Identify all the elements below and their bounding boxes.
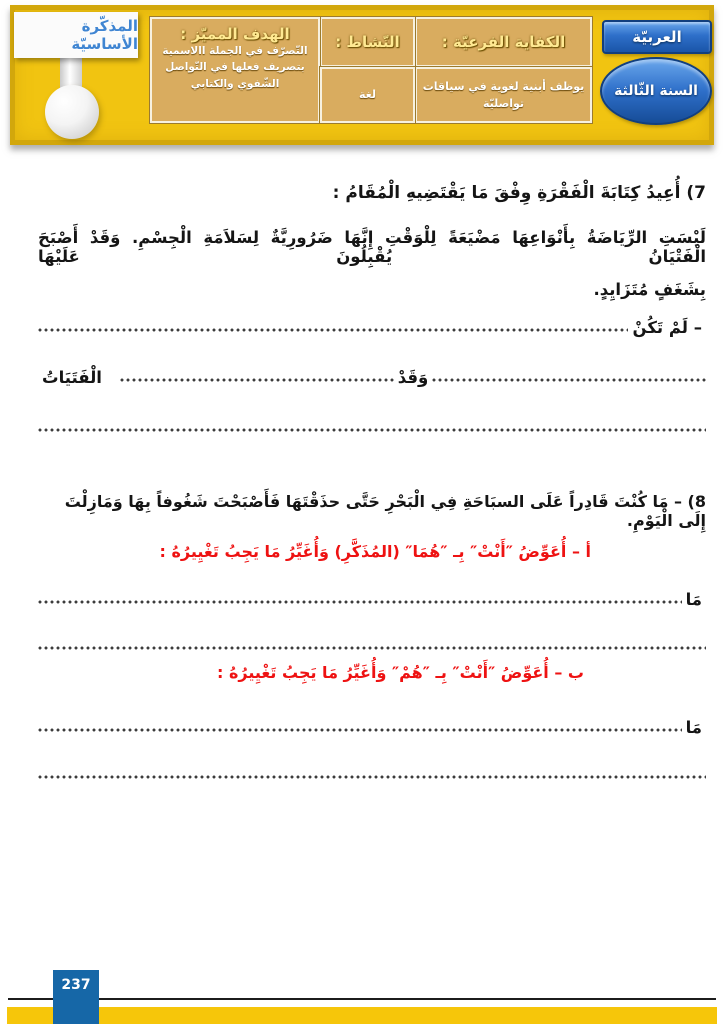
answer-blank-line <box>38 775 706 779</box>
answer-blank-line <box>38 728 682 732</box>
answer2-end-word: الْفَتَيَاتُ <box>41 368 102 387</box>
blank-gap <box>106 383 120 387</box>
competency-body-cell <box>415 67 592 123</box>
exercise7-answer-line2 <box>38 368 706 387</box>
activity-body-cell <box>320 67 415 123</box>
answer-blank-line <box>432 378 706 382</box>
competency-title: الكفاية الفرعيّة : <box>441 33 566 51</box>
header-info-table <box>150 17 592 123</box>
answer-blank-line <box>38 328 628 332</box>
answer-blank-line <box>38 600 682 604</box>
subject-badge-text: العربيّة <box>632 28 682 46</box>
activity-title: النّشاط : <box>335 33 400 51</box>
footer-bar <box>7 1007 717 1024</box>
answer-blank-line <box>120 378 394 382</box>
competency-title-cell <box>415 17 592 67</box>
grade-badge-text: السنة الثّالثة <box>614 83 698 99</box>
exercise7-paragraph-line1: لَيْسَتِ الرِّيَاضَةُ بِأَنْوَاعِهَا مَضْيَعَةً لِلْوَقْتِ إِنَّهَا ضَرُورِيَّةٌ لِسَلاَمَةِ الْجِسْمِ. وَقَدْ أَصْبَحَ الْفَتْيَانُ يُقْبِلُونَ عَلَيْهَا <box>38 228 706 266</box>
page-number-box <box>53 970 99 1024</box>
answer-blank-line <box>38 428 706 432</box>
objective-title: الهدف المميّز : <box>180 25 290 43</box>
part-a-answer-line <box>38 590 706 609</box>
part-a-answer-prefix: مَا <box>685 590 702 609</box>
objective-body: التّصرّف في الجملة االاسمية بتصريف فعلها في التّواصل الشّفوي والكتابي <box>162 45 308 90</box>
exercise8-part-b-heading: ب – أُعَوِّضُ ″أَنْتْ″ بِـ ″هُمْ″ وَأُغَيِّرُ مَا يَجِبُ تَغْيِيرُهُ : <box>216 663 584 682</box>
objective-cell <box>150 17 320 123</box>
exercise8-part-a-heading: أ – أُعَوِّضُ ″أَنْتْ″ بِـ ″هُمَا″ (المُذَكَّرِ) وَأُغَيِّرُ مَا يَجِبُ تَغْيِيرُهُ : <box>159 542 591 561</box>
exercise7-heading: 7) أُعِيدُ كِتَابَةَ الْفَقْرَةِ وِفْقَ مَا يَقْتَضِيهِ الْمُقَامُ : <box>332 183 706 203</box>
part-b-answer-prefix: مَا <box>685 718 702 737</box>
pin-ball-icon <box>45 85 99 139</box>
grade-badge <box>600 57 712 125</box>
exercise7-answer-line1 <box>38 318 706 337</box>
memo-label <box>14 12 138 58</box>
competency-body: يوظف أبنية لغوية في سياقات تواصليّة <box>422 79 585 110</box>
subject-badge <box>602 20 712 54</box>
footer-rule <box>8 998 716 1000</box>
answer-blank-line <box>38 646 706 650</box>
activity-title-cell <box>320 17 415 67</box>
part-b-answer-line <box>38 718 706 737</box>
activity-body: لغة <box>359 88 377 102</box>
answer2-mid-word: وَقَدْ <box>397 368 429 387</box>
page-number: 237 <box>61 977 91 993</box>
answer1-prefix: – لَمْ تَكُنْ <box>632 318 702 337</box>
memo-label-text: المذكّرة الأساسيّة <box>71 17 138 53</box>
exercise8-heading: 8) – مَا كُنْتَ قَادِراً عَلَى السبَاحَةِ فِي الْبَحْرِ حَتَّى حذَقْتَهَا فَأَصْبَحْتَ شَغُوفاً بِهَا وَمَازِلْتَ إِلَى الْيَوْمِ. <box>64 492 706 530</box>
exercise7-paragraph-line2: بِشَغَفٍ مُتَزَايِدٍ. <box>593 280 706 299</box>
